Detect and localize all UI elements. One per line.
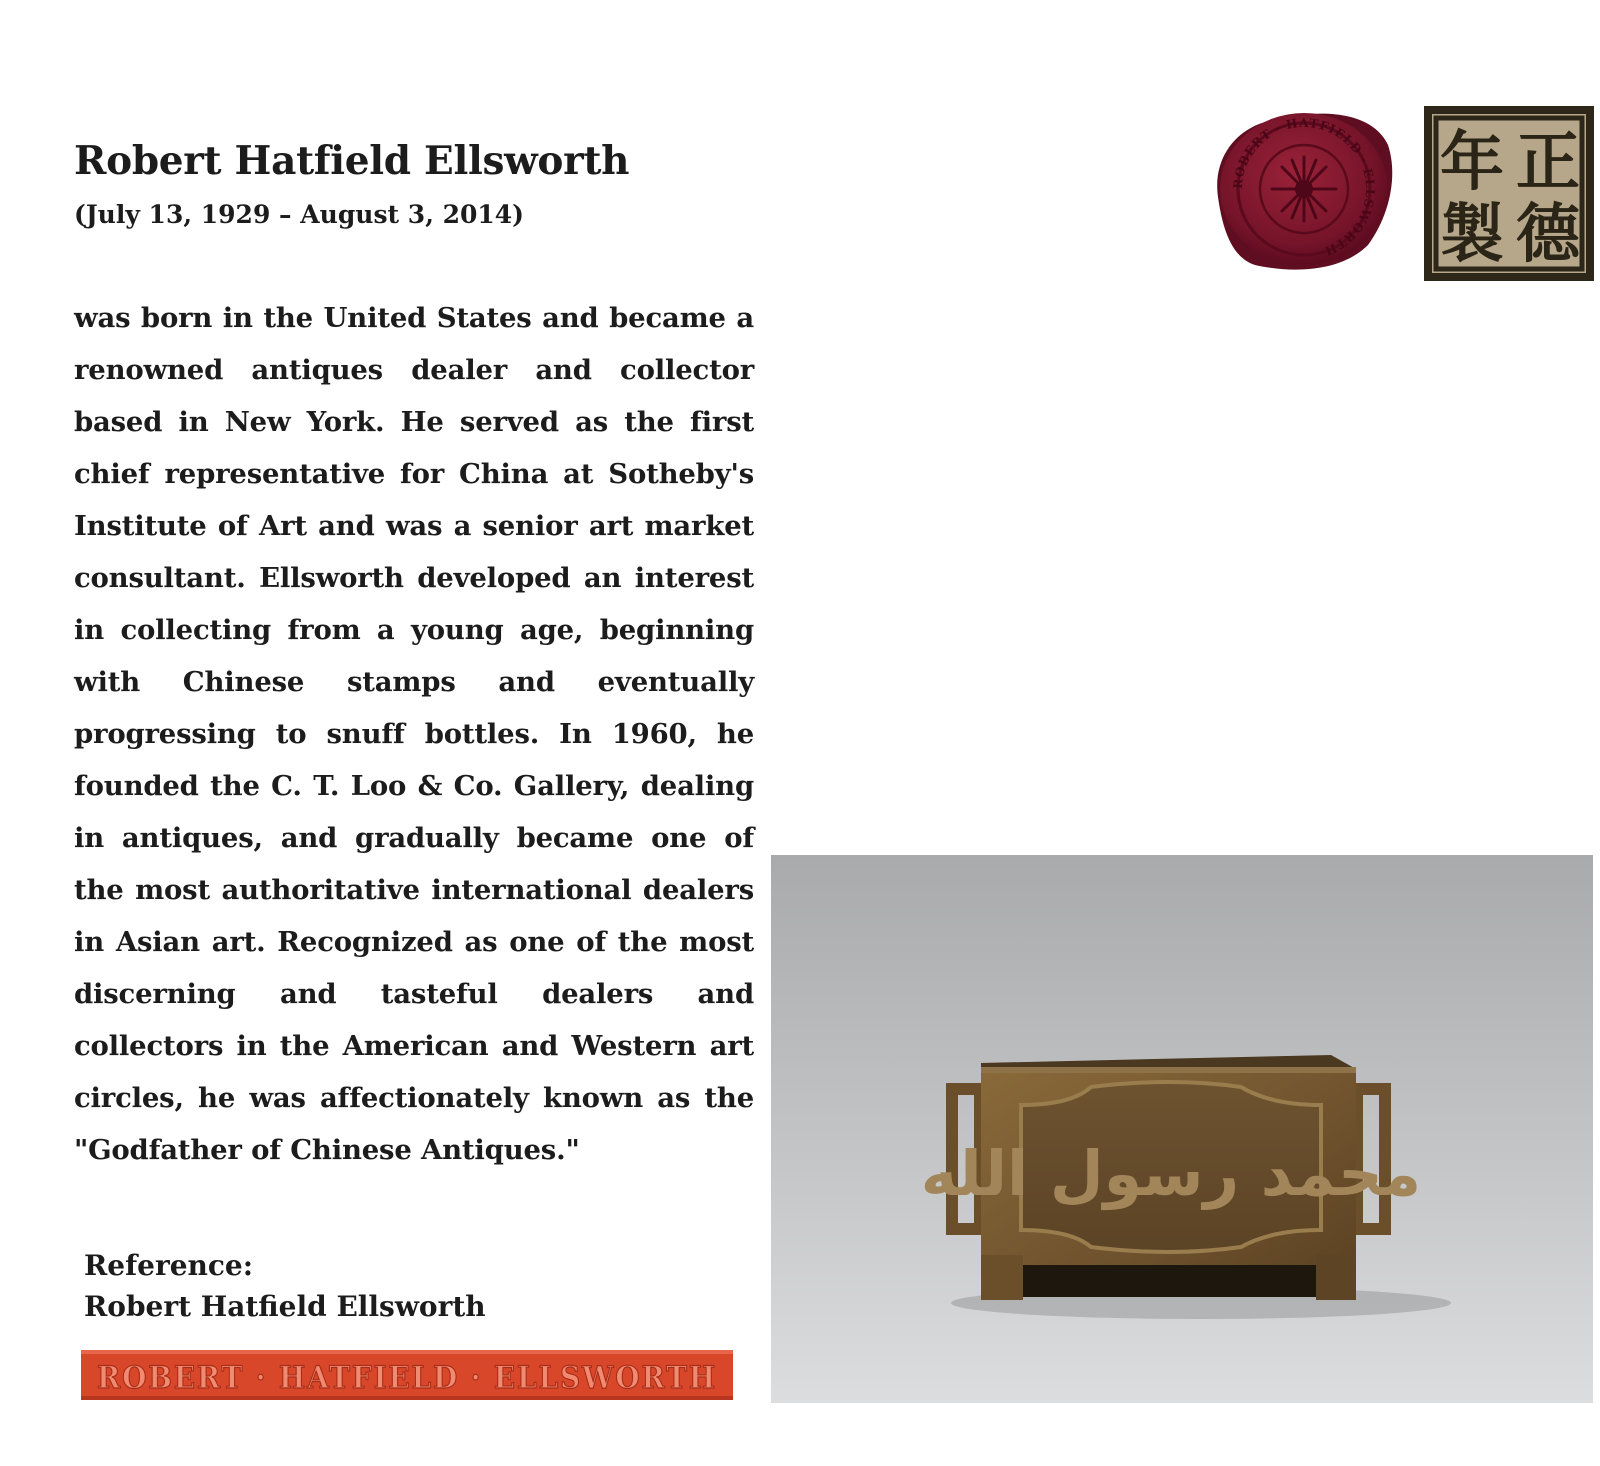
bronze-censer-photo <box>771 855 1593 1403</box>
seal-stamp-icon <box>1424 106 1594 281</box>
svg-text:年: 年 <box>1440 125 1504 200</box>
reference-name: Robert Hatfield Ellsworth <box>84 1290 486 1323</box>
collector-stamp-icon <box>81 1348 733 1402</box>
svg-text:محمد رسول الله: محمد رسول الله <box>920 1137 1422 1210</box>
svg-text:ROBERT · HATFIELD · ELLSWORTH: ROBERT · HATFIELD · ELLSWORTH <box>97 1360 717 1396</box>
reference-label: Reference: <box>84 1249 254 1282</box>
life-dates: (July 13, 1929 – August 3, 2014) <box>74 200 525 229</box>
svg-text:正: 正 <box>1516 125 1580 200</box>
biography-text: was born in the United States and became a renowned antiques dealer and collector based in New York. He served as the first chief representative for China at Sotheby's Institute of Art and was a senior art market consultant. Ellsworth developed an interest in collecting from a young age, beginning with Chinese stamps and eventually progressing to snuff bottles. In 1960, he founded the C. T. Loo & Co. Gallery, dealing in antiques, and gradually became one of the most authoritative international dealers in Asian art. Recognized as one of the most discerning and tasteful dealers and collectors in the American and Western art circles, he was affectionately known as the "Godfather of Chinese Antiques." <box>74 302 754 1166</box>
reference-block <box>84 1245 486 1327</box>
page-title: Robert Hatfield Ellsworth <box>74 138 630 184</box>
svg-text:德: 德 <box>1516 197 1580 272</box>
svg-text:ROBERT · HATFIELD · ELLSWORTH: ROBERT · HATFIELD · ELLSWORTH <box>1230 115 1378 259</box>
wax-seal-icon <box>1200 105 1400 275</box>
svg-text:製: 製 <box>1440 197 1504 272</box>
